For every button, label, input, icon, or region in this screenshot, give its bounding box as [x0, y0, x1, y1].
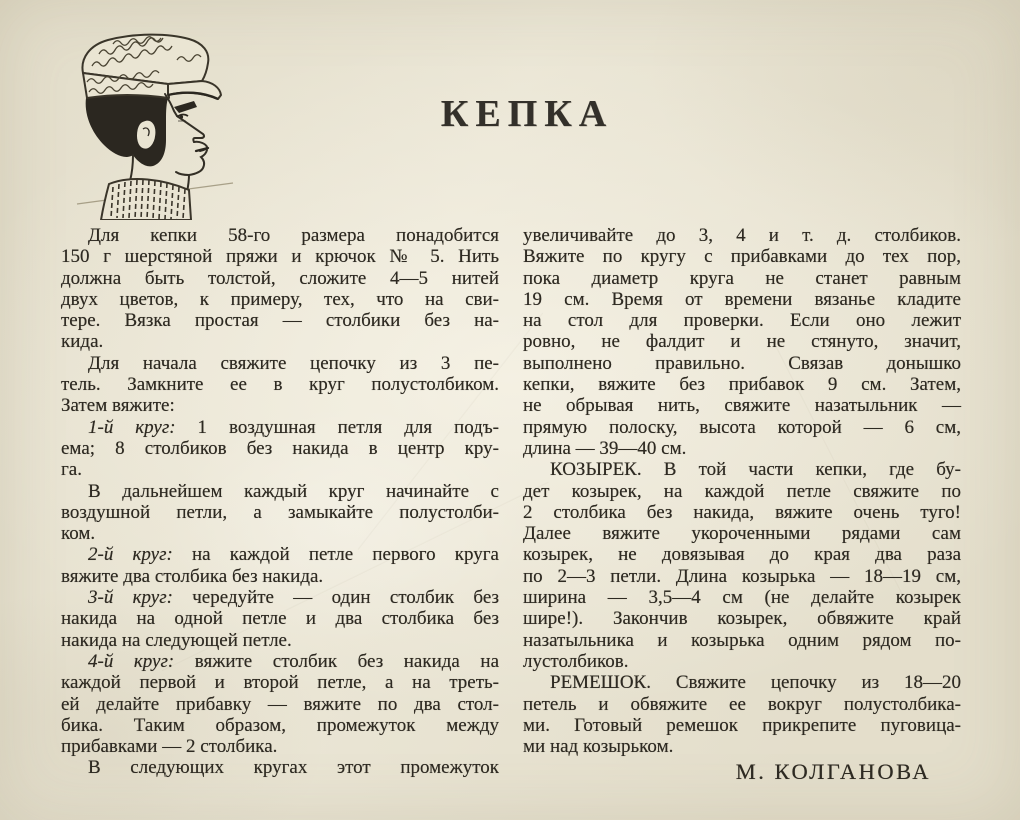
text-line: РЕМЕШОК. Свяжите цепочку из 18—20 [550, 672, 961, 694]
paragraph [61, 225, 499, 353]
text-line: 2 столбика без накида, вяжите очень туго! [523, 501, 961, 523]
paragraph [523, 225, 961, 459]
text-line: Вяжите по кругу с прибавками до тех пор, [523, 246, 961, 268]
text-line: ми. Готовый ремешок прикрепите пуговица- [523, 714, 961, 736]
paragraph [61, 651, 499, 757]
article-title: КЕПКА [440, 93, 614, 135]
text-line: вяжите два столбика без накида. [61, 565, 324, 587]
text-line: лустолбиков. [523, 650, 629, 672]
text-line: кепки, вяжите без прибавок 9 см. Затем, [523, 374, 961, 396]
text-line: пока диаметр круга не станет равным [523, 267, 961, 289]
paragraph [61, 757, 499, 778]
paragraph [61, 481, 499, 545]
text-line: прибавками — 2 столбика. [61, 736, 278, 758]
text-line: длина — 39—40 см. [523, 437, 687, 459]
paragraph [61, 544, 499, 587]
text-line: ком. [61, 523, 96, 545]
text-line: двух цветов, к примеру, тех, что на сви- [61, 288, 499, 310]
text-line: ми над козырьком. [523, 736, 674, 758]
text-line: 1-й круг: 1 воздушная петля для подъ- [88, 416, 499, 438]
text-line: тель. Замкните ее в круг полустолбиком. [61, 374, 499, 396]
text-line: воздушной петли, а замыкайте полустолби- [61, 501, 499, 523]
text-line: тере. Вязка простая — столбики без на- [61, 310, 499, 332]
text-line: 150 г шерстяной пряжи и крючок № 5. Нить [61, 246, 499, 268]
text-line: шире!). Закончив козырек, обвяжите край [523, 608, 961, 630]
text-line: ровно, не фалдит и не стянуто, значит, [523, 331, 961, 353]
text-line: должна быть толстой, сложите 4—5 нитей [61, 267, 499, 289]
text-line: назатыльника и козырька одним рядом по- [523, 629, 961, 651]
text-line: В следующих кругах этот промежуток [88, 757, 499, 779]
text-line: ширина — 3,5—4 см (не делайте козырек [523, 587, 961, 609]
text-line: КОЗЫРЕК. В той части кепки, где бу- [550, 459, 961, 481]
text-line: Затем вяжите: [61, 395, 175, 417]
text-line: выполнено правильно. Связав донышко [523, 352, 961, 374]
text-line: петель и обвяжите ее вокруг полустолбика- [523, 693, 961, 715]
text-line: 2-й круг: на каждой петле первого круга [88, 544, 499, 566]
left-column [61, 225, 499, 783]
text-line: 3-й круг: чередуйте — один столбик без [88, 587, 499, 609]
text-line: Для кепки 58-го размера понадобится [88, 225, 499, 246]
text-line: накида на следующей петле. [61, 629, 292, 651]
text-line: дет козырек, на каждой петле свяжите по [523, 480, 961, 502]
text-line: накида на одной петле и два столбика без [61, 608, 499, 630]
text-line: на стол для проверки. Если оно лежит [523, 310, 961, 332]
text-line: не обрывая нить, свяжите назатыльник — [523, 395, 961, 417]
paragraph [523, 672, 961, 757]
text-line: 19 см. Время от времени вязанье кладите [523, 288, 961, 310]
text-line: га. [61, 459, 82, 481]
right-column-paragraphs [523, 225, 961, 757]
text-line: ей делайте прибавку — вяжите по два стол- [61, 693, 499, 715]
paragraph [523, 459, 961, 672]
paragraph [61, 587, 499, 651]
text-line: В дальнейшем каждый круг начинайте с [88, 480, 499, 502]
paragraph [61, 353, 499, 417]
paragraph [61, 417, 499, 481]
right-column [523, 225, 961, 783]
text-line: бика. Таким образом, промежуток между [61, 714, 499, 736]
text-line: ема; 8 столбиков без накида в центр кру- [61, 437, 499, 459]
text-line: Для начала свяжите цепочку из 3 пе- [88, 352, 499, 374]
text-line: 4-й круг: вяжите столбик без накида на [88, 650, 499, 672]
article-body [61, 225, 962, 783]
text-line: каждой первой и второй петле, а на треть- [61, 672, 499, 694]
text-line: кида. [61, 331, 104, 353]
text-line: Далее вяжите укороченными рядами сам [523, 523, 961, 545]
text-line: козырек, не довязывая до края два раза [523, 544, 961, 566]
author-signature: М. КОЛГАНОВА [735, 759, 931, 785]
text-line: увеличивайте до 3, 4 и т. д. столбиков. [523, 225, 961, 246]
text-line: по 2—3 петли. Длина козырька — 18—19 см, [523, 565, 961, 587]
text-line: прямую полоску, высота которой — 6 см, [523, 416, 961, 438]
